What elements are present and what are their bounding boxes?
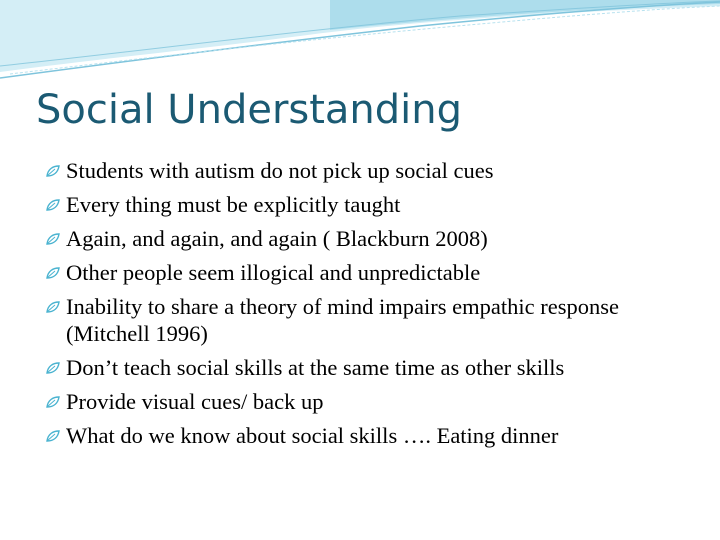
leaf-icon bbox=[46, 267, 60, 279]
bullet-item bbox=[46, 259, 706, 286]
bullet-text: Other people seem illogical and unpredictable bbox=[66, 260, 481, 285]
bullet-item bbox=[46, 225, 706, 252]
bullet-text: Provide visual cues/ back up bbox=[66, 389, 324, 414]
leaf-icon bbox=[46, 233, 60, 245]
bullet-text: Students with autism do not pick up social cues bbox=[66, 158, 494, 183]
bullet-text: Don’t teach social skills at the same time as other skills bbox=[66, 355, 565, 380]
bullet-list bbox=[46, 157, 706, 456]
bullet-item bbox=[46, 157, 706, 184]
leaf-icon bbox=[46, 301, 60, 313]
leaf-icon bbox=[46, 396, 60, 408]
slide-title: Social Understanding bbox=[36, 87, 463, 133]
bullet-item bbox=[46, 422, 706, 449]
bullet-text: Every thing must be explicitly taught bbox=[66, 192, 401, 217]
leaf-icon bbox=[46, 362, 60, 374]
leaf-icon bbox=[46, 199, 60, 211]
leaf-icon bbox=[46, 165, 60, 177]
bullet-text: Again, and again, and again ( Blackburn 2008) bbox=[66, 226, 488, 251]
bullet-item bbox=[46, 354, 706, 381]
bullet-item bbox=[46, 293, 706, 347]
bullet-text: Inability to share a theory of mind impairs empathic response (Mitchell 1996) bbox=[66, 294, 619, 346]
leaf-icon bbox=[46, 430, 60, 442]
bullet-item bbox=[46, 191, 706, 218]
bullet-item bbox=[46, 388, 706, 415]
wave-header-decoration bbox=[0, 0, 720, 90]
bullet-text: What do we know about social skills …. Eating dinner bbox=[66, 423, 559, 448]
